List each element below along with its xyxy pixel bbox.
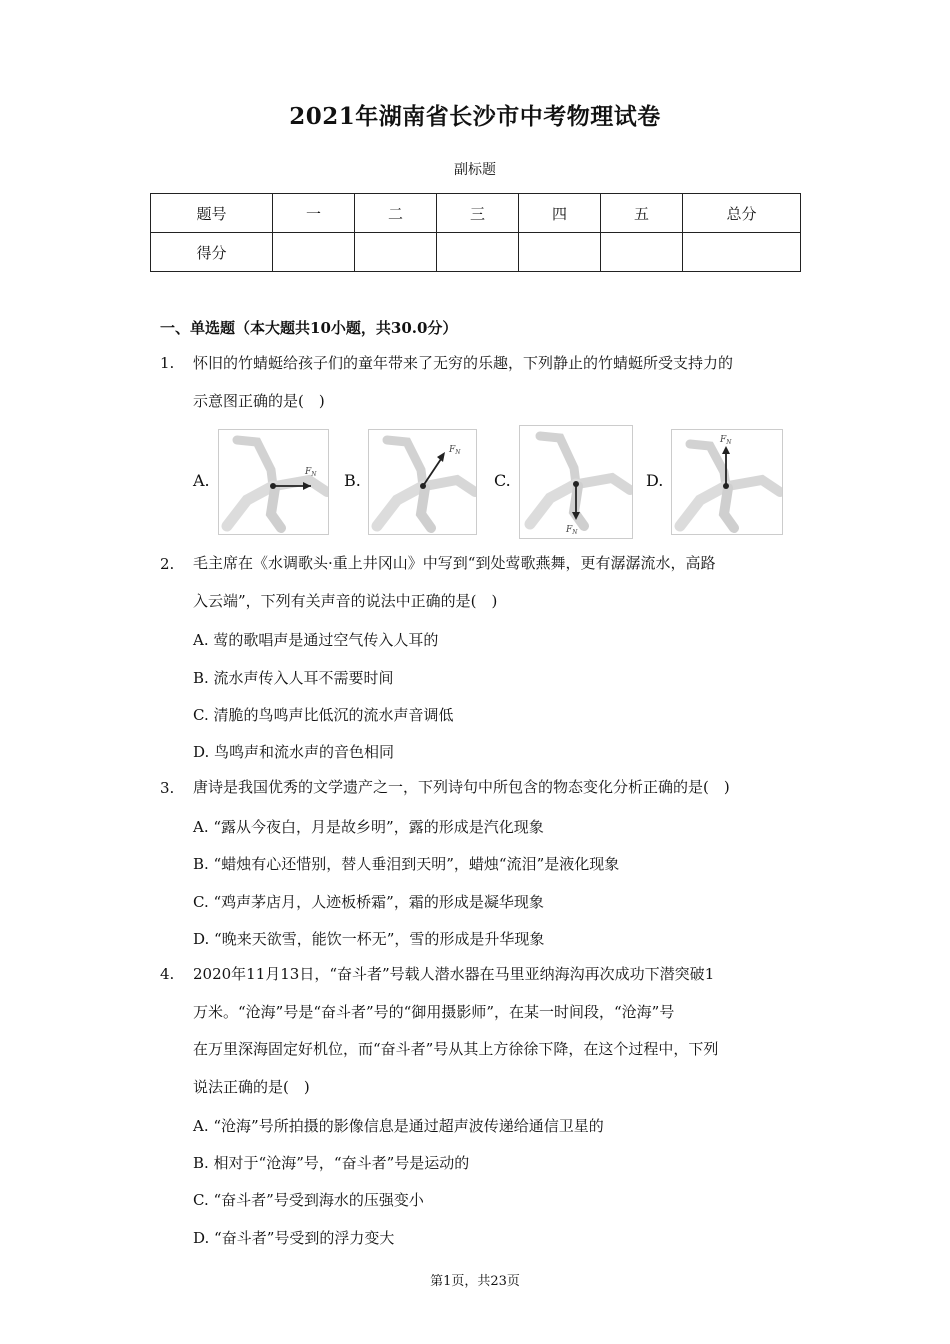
option-label-a: A. — [193, 471, 210, 490]
question-line: 入云端”，下列有关声音的说法中正确的是( ) — [193, 591, 498, 610]
page-subtitle: 副标题 — [454, 162, 496, 178]
question-number: 2. — [160, 555, 175, 573]
score-cell-header: 三 — [437, 194, 519, 233]
score-cell — [437, 233, 519, 272]
force-label: $F_N$ — [720, 435, 732, 446]
question-line: 万米。“沧海”号是“奋斗者”号的“御用摄影师”，在某一时间段，“沧海”号 — [193, 1002, 675, 1021]
score-table-header-row — [151, 194, 801, 233]
score-cell-header: 题号 — [151, 194, 273, 233]
option-c: C. “奋斗者”号受到海水的压强变小 — [193, 1191, 424, 1209]
option-d: D. “奋斗者”号受到的浮力变大 — [193, 1229, 395, 1247]
option-d: D. “晚来天欲雪，能饮一杯无”，雪的形成是升华现象 — [193, 930, 545, 948]
score-table-score-row — [151, 233, 801, 272]
question-line: 2020年11月13日，“奋斗者”号载人潜水器在马里亚纳海沟再次成功下潜突破1 — [193, 965, 715, 983]
option-a: A. “沧海”号所拍摄的影像信息是通过超声波传递给通信卫星的 — [193, 1117, 604, 1135]
score-cell — [519, 233, 601, 272]
option-label-c: C. — [494, 471, 511, 490]
option-image-d — [671, 429, 783, 535]
question-number: 3. — [160, 779, 175, 797]
option-a: A. 莺的歌唱声是通过空气传入人耳的 — [193, 631, 439, 649]
score-cell-header: 总分 — [683, 194, 801, 233]
option-c: C. 清脆的鸟鸣声比低沉的流水声音调低 — [193, 706, 454, 724]
page-title: 2021年湖南省长沙市中考物理试卷 — [289, 103, 661, 130]
score-row-label: 得分 — [151, 233, 273, 272]
question-line: 唐诗是我国优秀的文学遗产之一，下列诗句中所包含的物态变化分析正确的是( ) — [193, 778, 730, 796]
question-line: 毛主席在《水调歌头·重上井冈山》中写到“到处莺歌燕舞，更有潺潺流水，高路 — [193, 554, 716, 572]
option-image-c — [519, 425, 633, 539]
bamboo-dragonfly-figure — [369, 430, 476, 534]
score-cell-header: 二 — [355, 194, 437, 233]
score-cell-header: 四 — [519, 194, 601, 233]
question-number: 4. — [160, 965, 175, 983]
score-table — [150, 193, 801, 272]
force-label: $F_N$ — [566, 525, 578, 536]
option-b: B. 流水声传入人耳不需要时间 — [193, 669, 394, 687]
question-line: 在万里深海固定好机位，而“奋斗者”号从其上方徐徐下降，在这个过程中，下列 — [193, 1040, 719, 1058]
bamboo-dragonfly-figure — [219, 430, 328, 534]
force-label: $F_N$ — [305, 467, 317, 478]
option-b: B. “蜡烛有心还惜别，替人垂泪到天明”，蜡烛“流泪”是液化现象 — [193, 855, 620, 873]
question-text — [193, 769, 803, 807]
question-text — [193, 545, 803, 620]
option-b: B. 相对于“沧海”号，“奋斗者”号是运动的 — [193, 1154, 470, 1172]
option-label-b: B. — [344, 471, 361, 490]
score-cell-header: 一 — [273, 194, 355, 233]
page-footer: 第1页，共23页 — [430, 1274, 520, 1289]
option-a: A. “露从今夜白，月是故乡明”，露的形成是汽化现象 — [193, 818, 544, 836]
option-c: C. “鸡声茅店月，人迹板桥霜”，霜的形成是凝华现象 — [193, 893, 544, 911]
bamboo-dragonfly-figure — [520, 426, 632, 538]
option-image-a — [218, 429, 329, 535]
section-heading: 一、单选题（本大题共10小题，共30.0分） — [160, 319, 458, 337]
score-cell — [273, 233, 355, 272]
force-label: $F_N$ — [449, 445, 461, 456]
score-cell — [601, 233, 683, 272]
score-cell — [355, 233, 437, 272]
option-image-b — [368, 429, 477, 535]
question-text — [193, 345, 803, 420]
score-cell — [683, 233, 801, 272]
option-d: D. 鸟鸣声和流水声的音色相同 — [193, 743, 395, 761]
question-number: 1. — [160, 354, 175, 372]
question-line: 说法正确的是( ) — [193, 1077, 310, 1096]
question-line: 怀旧的竹蜻蜓给孩子们的童年带来了无穷的乐趣，下列静止的竹蜻蜓所受支持力的 — [193, 354, 734, 372]
option-label-d: D. — [646, 471, 664, 490]
question-line: 示意图正确的是( ) — [193, 391, 325, 410]
question-text — [193, 956, 803, 1106]
bamboo-dragonfly-figure — [672, 430, 782, 534]
score-cell-header: 五 — [601, 194, 683, 233]
